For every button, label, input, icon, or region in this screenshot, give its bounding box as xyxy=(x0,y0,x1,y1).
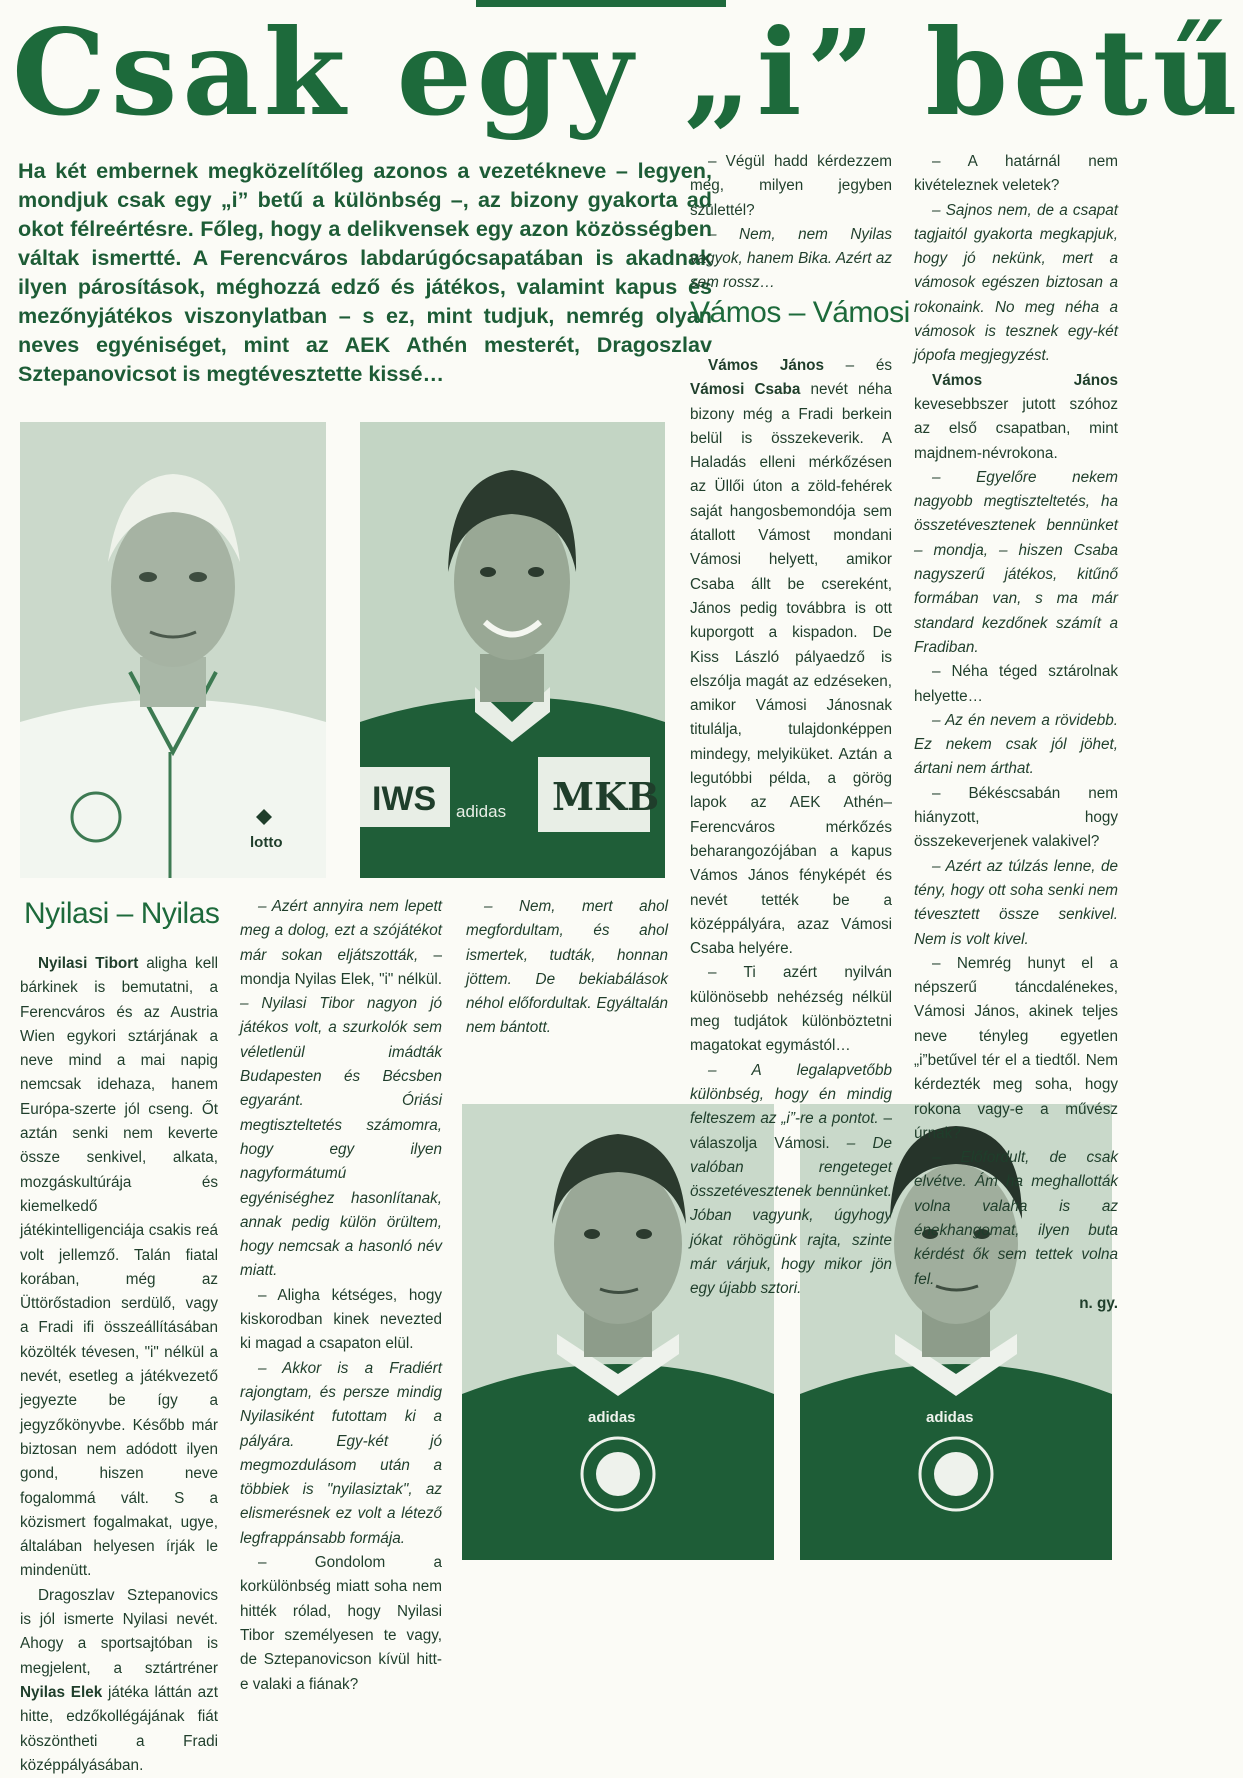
paragraph: Nyilasi Tibort aligha kell bárkinek is bemutatni, a Ferencváros és az Austria Wien egykori sztárjának a neve mind a mai napig nemcsak idehaza, hanem Európa-szerte jól cseng. Őt aztán senki nem keverte össze senkivel, alkata, mozgáskultúrája és kiemelkedő játékintelligenciája csakis reá volt jellemző. Talán fiatal korában, még az Üttörőstadion serdülő, vagy a Fradi ifi összeállításában közölték tévesen, "i" nélkül a nevét, esetleg a játékvezető jegyezte be így a jegyzőkönyvbe. Később már biztosan nem adódott ilyen gond, hiszen neve fogalommá vált. S a közismert fogalmakat, ugye, általában helyesen írják le mindenütt. xyxy=(20,955,219,1580)
name-vamos-janos: Vámos János xyxy=(708,357,825,374)
paragraph: – Néha téged sztárolnak helyette… xyxy=(914,663,1118,705)
adidas-logo: adidas xyxy=(456,802,507,821)
paragraph: – A legalapvetőbb különbség, hogy én mindig felteszem az „i”-re a pontot. – válaszolja Vámosi. – De valóban rengeteget összetévesztenek bennünket. Jóban vagyunk, úgyhogy jókat röhögünk rajta, szinte már várjuk, hogy mikor jön egy újabb sztori. xyxy=(690,1061,892,1298)
mkb-sponsor: MKB xyxy=(552,774,660,819)
lotto-logo: lotto xyxy=(250,834,283,851)
paragraph: Dragoszlav Sztepanovics is jól ismerte Nyilasi nevét. Ahogy a sportsajtóban is megjelent, a sztártréner Nyilas Elek játéka láttán azt hitte, edzőkollégájának fiát köszöntheti a Fradi középpályásában. xyxy=(20,1586,218,1774)
column-4 xyxy=(914,150,1118,1312)
paragraph: Vámos János – és Vámosi Csaba nevét néha bizony még a Fradi berkein belül is összekeverik. A Haladás elleni mérkőzésen az Üllői úton a zöld-fehérek saját hangosbemondója sem átallott Vámost mondani Vámosi helyett, amikor Csaba állt be csereként, János pedig továbbra is ott kuporgott a kispadon. De Kiss László pályaedző is elszólja magát az edzéseken, amikor Vámosi Jánosnak titulálja, tulajdonképpen mindegy, melyiküket. Aztán a legutóbbi példa, a görög lapok az AEK Athén–Ferencváros mérkőzés beharangozójában a kapus Vámos János fényképét és nevét tették be a középpályára, azaz Vámosi Csaba helyére. xyxy=(690,357,893,958)
column-a xyxy=(20,952,219,1774)
paragraph: – Sajnos nem, de a csapat tagjaitól gyakorta megkapjuk, hogy jó nekünk, mert a vámosok egészen biztosan a rokonaink. No meg néha a vámosok is tesznek egy-két jópofa megjegyzést. xyxy=(914,201,1118,365)
paragraph: – Előfordult, de csak elvétve. Ám ha meghallották volna valaha is az énekhangomat, ilyen buta kérdést ők sem tettek volna fel. xyxy=(914,1149,1118,1288)
name-vamosi-csaba: Vámosi Csaba xyxy=(690,381,801,399)
column-3 xyxy=(690,354,893,1298)
column-3-top xyxy=(690,150,892,292)
iws-sponsor: IWS xyxy=(372,780,437,818)
photo-nyilasi-tibor xyxy=(20,422,326,878)
paragraph: – Nem, mert ahol megfordultam, és ahol ismertek, tudták, honnan jöttem. De bekiabálások néhol előfordultak. Egyáltalán nem bántott. xyxy=(466,898,668,1037)
name-nyilasi-tibor: Nyilasi Tibort xyxy=(38,955,139,972)
adidas-logo: adidas xyxy=(588,1409,636,1426)
photo-nyilas-elek xyxy=(360,422,665,878)
column-b xyxy=(240,895,443,1693)
paragraph: – Aligha kétséges, hogy kiskorodban kinek nevezted ki magad a csapaton elül. xyxy=(240,1286,442,1353)
paragraph: – Akkor is a Fradiért rajongtam, és persze mindig Nyilasiként futottam ki a pályára. Egy-két jó megmozdulásom után a többiek is "nyilasiztak", az elismerésnek ez volt a létező legfrappánsabb formája. xyxy=(240,1359,442,1547)
paragraph: – Egyelőre nekem nagyobb megtiszteltetés, ha összetévesztenek bennünket – mondja, – hiszen Csaba nagyszerű játékos, kitűnő formában van, s ma már standard kezdőnek számít a Fradiban. xyxy=(914,468,1118,656)
name-vamos-janos: Vámos János xyxy=(932,371,1118,389)
paragraph: – Nemrég hunyt el a népszerű táncdalénekes, Vámosi János, akinek teljes neve tényleg egyetlen „i”betűvel tér el a tiedtől. Nem kérdezték meg soha, hogy rokona vagy-e a művész úrnak? xyxy=(914,954,1118,1142)
paragraph: – Gondolom a korkülönbség miatt soha nem hitték rólad, hogy Nyilasi Tibor személyesen te vagy, de Sztepanovicson kívül hitt-e valaki a fiának? xyxy=(240,1554,442,1693)
paragraph: Vámos János kevesebbszer jutott szóhoz az első csapatban, mint majdnem-névrokona. xyxy=(914,371,1118,462)
paragraph: – Azért annyira nem lepett meg a dolog, ezt a szójátékot már sokan eljátszották, – mondja Nyilas Elek, "i" nélkül. – Nyilasi Tibor nagyon jó játékos volt, a szurkolók sem véletlenül imádták Budapesten és Bécsben egyaránt. Óriási megtiszteltetés számomra, hogy egy ilyen nagyformátumú egyéniséghez hasonlítanak, annak pedig külön örültem, hogy nemcsak a hasonló név miatt. xyxy=(240,898,443,1280)
paragraph: – Ti azért nyilván különösebb nehézség nélkül meg tudjátok különböztetni magatokat egymástól… xyxy=(690,964,892,1055)
paragraph: – A határnál nem kivételeznek veletek? xyxy=(914,153,1118,195)
name-nyilas-elek: Nyilas Elek xyxy=(20,1683,103,1701)
column-c xyxy=(466,895,668,1095)
paragraph: – Azért az túlzás lenne, de tény, hogy ott soha senki nem tévesztett össze senkivel. Nem is volt kivel. xyxy=(914,857,1118,948)
paragraph: – Békéscsabán nem hiányzott, hogy összekeverjenek valakivel? xyxy=(914,784,1118,851)
section-heading-vamos-vamosi: Vámos – Vámosi xyxy=(690,296,910,329)
adidas-logo: adidas xyxy=(926,1409,974,1426)
article-lead: Ha két embernek megközelítőleg azonos a vezetékneve – legyen, mondjuk csak egy „i” betű a különbség –, az bizony gyakorta ad okot félreértésre. Főleg, hogy a delikvensek egy azon közösségben váltak ismertté. A Ferencváros labdarúgócsapatában is akadnak ilyen párosítások, méghozzá edző és játékos, valamint kapus és mezőnyjátékos viszonylatban – s ez, mint tudjuk, nemrég olyan neves egyéniséget, mint az AEK Athén mesterét, Dragoszlav Sztepanovicsot is megtévesztette kissé… xyxy=(18,158,712,386)
article-title: Csak egy „i” betű xyxy=(12,3,1243,142)
section-heading-nyilasi-nyilas: Nyilasi – Nyilas xyxy=(24,897,220,930)
author-signature: n. gy. xyxy=(1079,1294,1118,1312)
paragraph: – Végül hadd kérdezzem meg, milyen jegyben születtél? xyxy=(690,153,892,219)
paragraph: – Nem, nem Nyilas vagyok, hanem Bika. Azért az sem rossz… xyxy=(690,225,892,292)
paragraph: – Az én nevem a rövidebb. Ez nekem csak jól jöhet, ártani nem árthat. xyxy=(914,711,1118,778)
